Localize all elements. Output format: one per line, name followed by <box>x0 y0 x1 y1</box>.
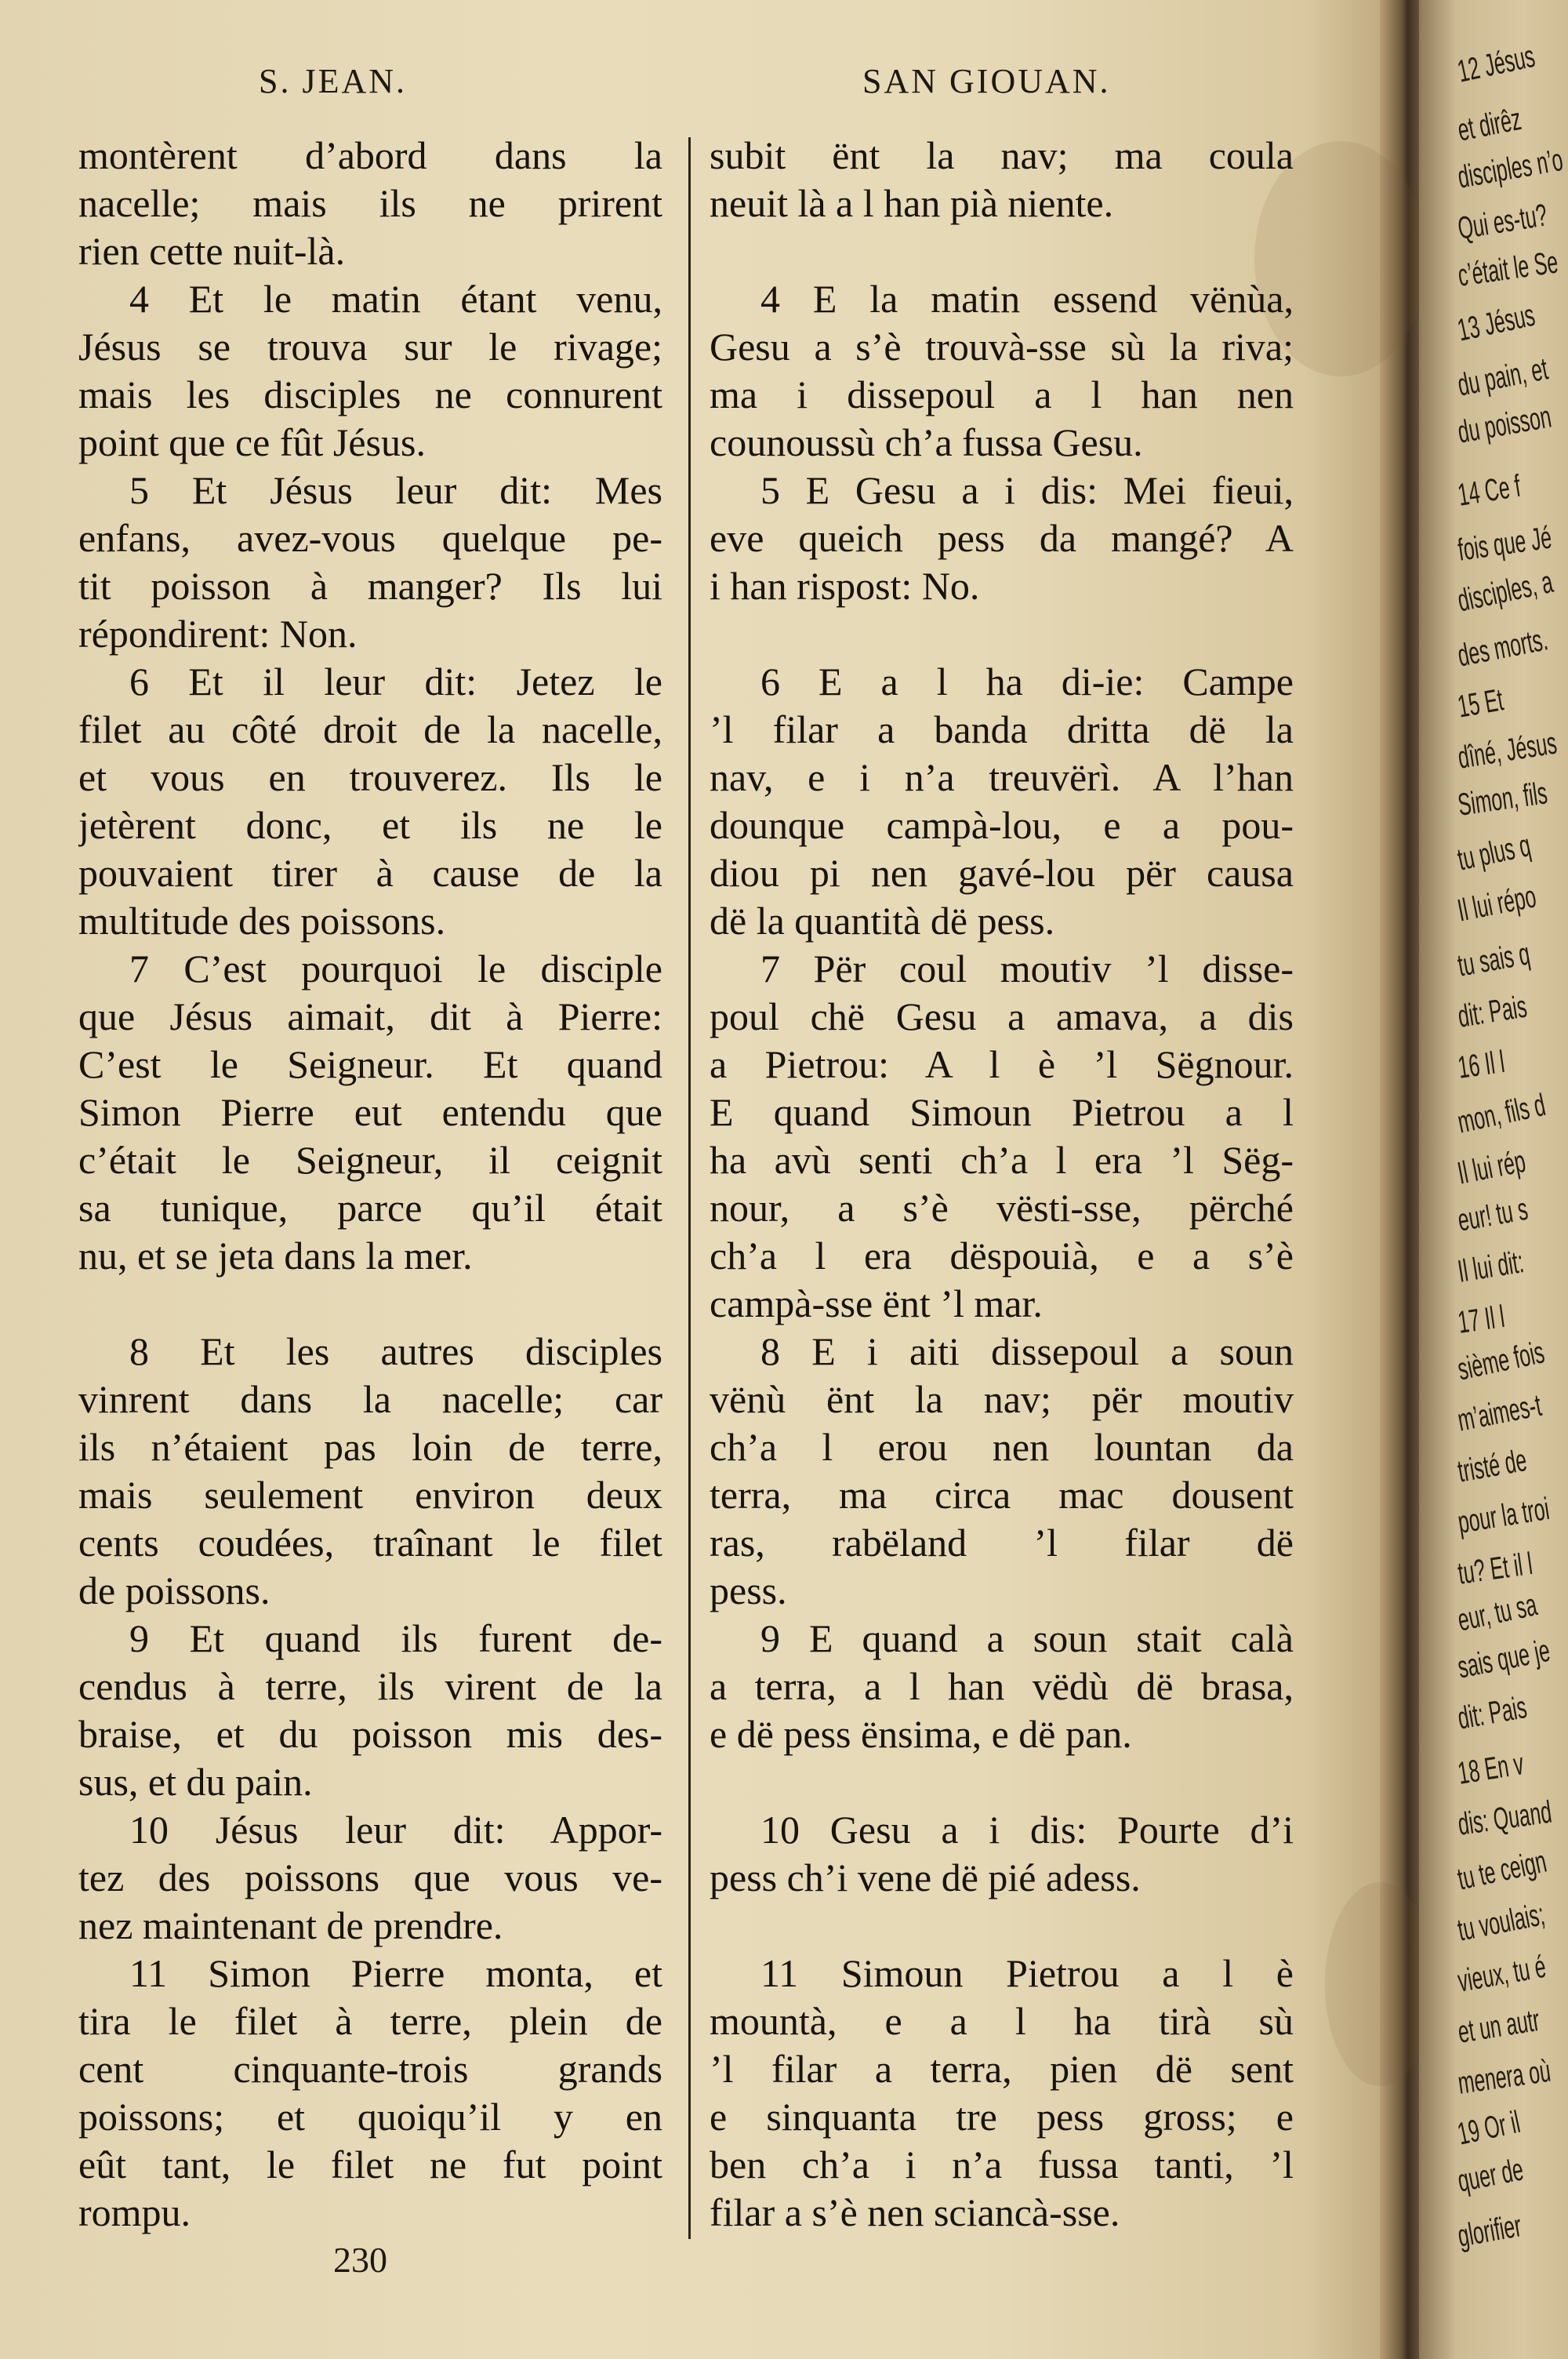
facing-page-fragment <box>1456 1041 1535 1086</box>
facing-page-fragment <box>1455 1683 1568 1737</box>
text-line: ’l filar a banda dritta dë la <box>710 707 1294 751</box>
facing-page-fragment-text: 19 Or il <box>1454 2104 1523 2152</box>
text-line: poissons; et quoiqu’il y en <box>78 2095 662 2139</box>
verse-start-line: 10 Gesu a i dis: Pourte d’i <box>760 1808 1294 1852</box>
text-line: sa tunique, parce qu’il était <box>78 1186 662 1230</box>
facing-page-fragment <box>1455 1483 1568 1541</box>
text-line: tira le filet à terre, plein de <box>78 1999 662 2043</box>
facing-page-fragment-text: menera où <box>1455 2053 1553 2101</box>
facing-page-fragment <box>1454 819 1568 878</box>
facing-page-fragment <box>1456 769 1568 823</box>
text-line: e dë pess ënsima, e dë pan. <box>710 1712 1132 1756</box>
facing-page-fragment-text: eur! tu s <box>1455 1191 1530 1238</box>
text-line: montèrent d’abord dans la <box>78 133 662 177</box>
facing-page-fragment-text: tu? Et il l <box>1455 1546 1535 1591</box>
text-line: tez des poissons que vous ve- <box>78 1856 662 1899</box>
facing-page-fragment <box>1456 1296 1535 1341</box>
facing-page-fragment <box>1455 2145 1566 2200</box>
text-line: terra, ma circa mac dousent <box>710 1473 1294 1517</box>
text-line: répondirent: Non. <box>78 612 358 656</box>
facing-page-fragment-text: sais que je <box>1454 1633 1553 1685</box>
facing-page-edge <box>1419 0 1568 2359</box>
text-line: ils n’étaient pas loin de terre, <box>78 1425 662 1469</box>
facing-page-fragment-text: Il lui répo <box>1454 879 1539 929</box>
verse-start-line: 8 E i aiti dissepoul a soun <box>760 1329 1294 1373</box>
facing-page-fragment <box>1454 288 1568 348</box>
facing-page-fragment-text: disciples, a <box>1454 564 1556 619</box>
facing-page-fragment <box>1455 983 1568 1035</box>
text-line: Jésus se trouva sur le rivage; <box>78 325 662 369</box>
facing-page-fragment-text: eur, tu sa <box>1454 1587 1541 1638</box>
facing-page-fragment <box>1455 612 1568 674</box>
text-line: neuit là a l han pià niente. <box>710 181 1114 225</box>
facing-page-fragment-text: tu plus q <box>1454 827 1534 878</box>
facing-page-fragment <box>1454 1077 1568 1141</box>
facing-page-fragment <box>1455 929 1568 983</box>
text-line: eût tant, le filet ne fut point <box>78 2143 662 2186</box>
facing-page-fragment-text: dîné, Jésus <box>1455 725 1559 776</box>
text-line: C’est le Seigneur. Et quand <box>78 1042 662 1086</box>
facing-page-fragment <box>1455 1940 1568 2000</box>
facing-page-fragment <box>1456 1787 1568 1842</box>
text-line: de poissons. <box>78 1568 270 1612</box>
text-line: pouvaient tirer à cause de la <box>78 851 662 895</box>
verse-start-line: 8 Et les autres disciples <box>129 1329 662 1373</box>
facing-page-fragment-text: 16 Il l <box>1455 1044 1507 1085</box>
verse-start-line: 5 E Gesu a i dis: Mei fieui, <box>760 468 1294 512</box>
text-line: cent cinquante-trois grands <box>78 2047 662 2091</box>
paragraph-gap <box>710 1902 1294 1950</box>
text-line: counoussù ch’a fussa Gesu. <box>710 420 1143 464</box>
facing-page-fragment <box>1455 1995 1568 2051</box>
facing-page-fragment <box>1455 1887 1568 1949</box>
facing-page-fragment-text: et un autr <box>1455 2002 1542 2050</box>
text-line: i han rispost: No. <box>710 564 980 608</box>
facing-page-fragment <box>1455 1238 1566 1290</box>
facing-page-fragment <box>1456 2046 1568 2102</box>
text-line: ch’a l era dëspouià, e a s’è <box>710 1234 1294 1278</box>
facing-page-fragment <box>1455 1184 1568 1238</box>
text-line: point que ce fût Jésus. <box>78 420 426 464</box>
verse-start-line: 7 Për coul moutiv ’l disse- <box>760 947 1294 990</box>
text-line: vënù ënt la nav; për moutiv <box>710 1377 1294 1421</box>
text-line: campà-sse ënt ’l mar. <box>710 1281 1043 1325</box>
verse-start-line: 5 Et Jésus leur dit: Mes <box>129 468 662 512</box>
text-line: ben ch’a i n’a fussa tanti, ’l <box>710 2143 1294 2186</box>
text-line: braise, et du poisson mis des- <box>78 1712 662 1756</box>
facing-page-fragment-text: disciples n’o <box>1455 142 1566 195</box>
text-line: filar a s’è nen sciancà-sse. <box>710 2190 1120 2234</box>
verse-start-line: 11 Simoun Pietrou a l è <box>760 1951 1294 1995</box>
text-line: que Jésus aimait, dit à Pierre: <box>78 994 662 1038</box>
facing-page-fragment <box>1456 236 1568 293</box>
paragraph-gap <box>710 1758 1294 1806</box>
facing-page-fragment <box>1455 94 1563 148</box>
paragraph-gap <box>710 227 1294 275</box>
facing-page-fragment-text: glorifier <box>1455 2208 1524 2254</box>
verse-start-line: 7 C’est pourquoi le disciple <box>129 947 662 990</box>
text-line: Gesu a s’è trouvà-sse sù la riva; <box>710 325 1294 369</box>
text-line: multitude des poissons. <box>78 899 446 943</box>
facing-page-fragment-text: des morts. <box>1454 622 1551 674</box>
paper-stain <box>1325 1882 1435 2086</box>
facing-page-fragment-text: 14 Ce f <box>1455 468 1523 513</box>
text-line: nav, e i n’a treuvërì. A l’han <box>710 755 1294 799</box>
text-line: cents coudées, traînant le filet <box>78 1521 662 1565</box>
text-line: diou pi nen gavé-lou për causa <box>710 851 1294 895</box>
facing-page-fragment-text: quer de <box>1454 2152 1526 2199</box>
text-line: rompu. <box>78 2190 191 2234</box>
column-divider <box>688 137 691 2239</box>
facing-page-fragment-text: du poisson <box>1455 399 1554 450</box>
facing-page-fragment-text: Simon, fils <box>1455 776 1550 823</box>
text-line: sus, et du pain. <box>78 1760 313 1804</box>
facing-page-fragment-text: du pain, et <box>1454 351 1551 403</box>
facing-page-fragment-text: Il lui rép <box>1454 1143 1529 1191</box>
text-line: et vous en trouverez. Ils le <box>78 755 662 799</box>
facing-page-fragment <box>1455 463 1560 514</box>
facing-page-fragment-text: dit: Pais <box>1455 989 1530 1034</box>
text-line: ras, rabëland ’l filar dë <box>710 1521 1294 1565</box>
text-line: jetèrent donc, et ils ne le <box>78 803 662 847</box>
verse-start-line: 11 Simon Pierre monta, et <box>129 1951 662 1995</box>
text-line: ch’a l erou nen lountan da <box>710 1425 1294 1469</box>
facing-page-fragment-text: tu sais q <box>1455 936 1533 983</box>
facing-page-fragment-text: Qui es-tu? <box>1455 198 1550 246</box>
facing-page-fragment <box>1454 29 1568 89</box>
facing-page-fragment-text: et dirêz <box>1454 101 1524 148</box>
facing-page-fragment <box>1455 2202 1563 2255</box>
facing-page-fragment-text: mon, fils d <box>1454 1087 1549 1140</box>
verse-start-line: 9 Et quand ils furent de- <box>129 1616 662 1660</box>
facing-page-fragment <box>1456 512 1568 568</box>
facing-page-fragment <box>1455 189 1568 246</box>
facing-page-fragment-text: vieux, tu é <box>1455 1949 1549 1999</box>
facing-page-fragment-text: tu voulais; <box>1454 1897 1548 1948</box>
text-line: pess. <box>710 1568 787 1612</box>
verse-start-line: 4 Et le matin étant venu, <box>129 277 662 321</box>
verse-start-line: 10 Jésus leur dit: Appor- <box>129 1808 662 1852</box>
facing-page-fragment-text: dis: Quand <box>1455 1794 1554 1842</box>
text-line: tit poisson à manger? Ils lui <box>78 564 662 608</box>
text-line: mais seulement environ deux <box>78 1473 662 1517</box>
text-line: a Pietrou: A l è ’l Sëgnour. <box>710 1042 1294 1086</box>
text-line: pess ch’i vene dë pié adess. <box>710 1856 1141 1899</box>
facing-page-fragment <box>1454 2097 1560 2153</box>
text-line: c’était le Seigneur, il ceignit <box>78 1138 662 1182</box>
facing-page-fragment-text: tristé de <box>1455 1443 1530 1489</box>
text-line: nu, et se jeta dans la mer. <box>78 1234 473 1278</box>
text-line: enfans, avez-vous quelque pe- <box>78 516 662 560</box>
facing-page-fragment-text: 13 Jésus <box>1454 297 1538 348</box>
right-running-header: SAN GIOUAN. <box>862 62 1111 100</box>
text-line: mountà, e a l ha tirà sù <box>710 1999 1294 2043</box>
paragraph-gap <box>710 610 1294 658</box>
text-line: nacelle; mais ils ne prirent <box>78 181 662 225</box>
verse-start-line: 4 E la matin essend vënùa, <box>760 277 1294 321</box>
facing-page-fragment-text: 12 Jésus <box>1454 38 1538 89</box>
text-line: dë la quantità dë pess. <box>710 899 1055 943</box>
text-line: a terra, a l han vëdù dë brasa, <box>710 1664 1294 1708</box>
text-line: dounque campà-lou, e a pou- <box>710 803 1294 847</box>
text-line: cendus à terre, ils virent de la <box>78 1664 662 1708</box>
facing-page-fragment <box>1455 341 1568 404</box>
left-running-header: S. JEAN. <box>259 62 408 100</box>
facing-page-fragment-text: tu te ceign <box>1454 1844 1550 1897</box>
facing-page-fragment <box>1455 870 1568 929</box>
facing-page-fragment-text: sième fois <box>1454 1335 1548 1387</box>
facing-page-fragment <box>1455 1378 1568 1438</box>
text-line: ’l filar a terra, pien dë sent <box>710 2047 1294 2091</box>
facing-page-fragment-text: fois que Jé <box>1455 520 1554 568</box>
facing-page-fragment-text: m’aimes-t <box>1454 1387 1544 1438</box>
text-line: Simon Pierre eut entendu que <box>78 1090 662 1134</box>
facing-page-fragment-text: pour la troi <box>1455 1491 1552 1540</box>
verse-start-line: 6 E a l ha di-ie: Campe <box>760 660 1294 703</box>
facing-page-fragment-text: 15 Et <box>1455 682 1506 725</box>
verse-start-line: 9 E quand a soun stait calà <box>760 1616 1294 1660</box>
page-number: 230 <box>333 2240 387 2280</box>
text-line: subit ënt la nav; ma coula <box>710 133 1294 177</box>
text-line: ma i dissepoul a l han nen <box>710 373 1294 416</box>
text-line: nour, a s’è vësti-sse, përché <box>710 1186 1294 1230</box>
text-line: poul chë Gesu a amava, a dis <box>710 994 1294 1038</box>
text-line: E quand Simoun Pietrou a l <box>710 1090 1294 1134</box>
paragraph-gap <box>78 1280 662 1328</box>
facing-page-fragment <box>1454 1833 1568 1897</box>
piedmontese-text-column <box>710 132 1294 2237</box>
text-line: ha avù senti ch’a l era ’l Sëg- <box>710 1138 1294 1182</box>
facing-page-fragment-text: 18 En v <box>1455 1747 1526 1791</box>
text-line: vinrent dans la nacelle; car <box>78 1377 662 1421</box>
text-line: nez maintenant de prendre. <box>78 1903 503 1947</box>
facing-page-fragment <box>1455 678 1534 725</box>
facing-page-fragment-text: dit: Pais <box>1455 1690 1530 1736</box>
verse-start-line: 6 Et il leur dit: Jetez le <box>129 660 662 703</box>
facing-page-fragment-text: 17 Il l <box>1455 1299 1507 1340</box>
text-line: e sinquanta tre pess gross; e <box>710 2095 1294 2139</box>
facing-page-fragment <box>1455 1136 1568 1192</box>
text-line: mais les disciples ne connurent <box>78 373 662 416</box>
text-line: filet au côté droit de la nacelle, <box>78 707 662 751</box>
facing-page-fragment-text: c’était le Se <box>1455 245 1560 293</box>
facing-page-fragment-text: Il lui dit: <box>1455 1245 1526 1289</box>
french-text-column <box>78 132 662 2237</box>
facing-page-fragment <box>1455 1436 1568 1490</box>
text-line: rien cette nuit-là. <box>78 229 346 273</box>
facing-page-fragment <box>1455 716 1568 776</box>
text-line: eve queich pess da mangé? A <box>710 516 1294 560</box>
facing-page-fragment <box>1455 1740 1566 1792</box>
